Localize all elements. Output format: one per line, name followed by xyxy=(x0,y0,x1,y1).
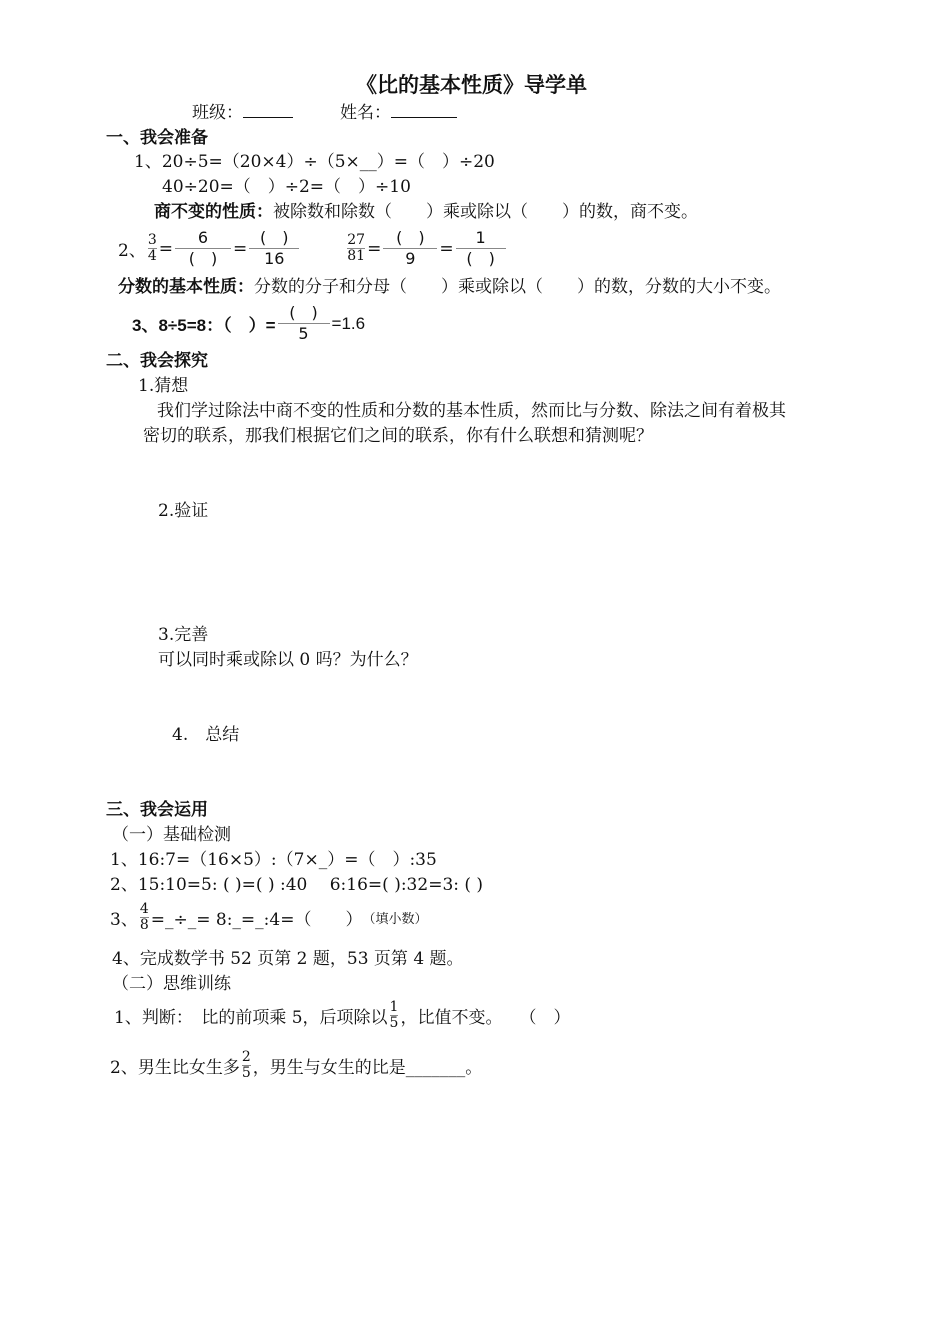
fraction-numerator-blank[interactable]: ( ) xyxy=(289,303,318,322)
section-1-heading: 一、我会准备 xyxy=(106,128,208,148)
fraction-numerator: 1 xyxy=(389,999,399,1015)
t2-text: 2、男生比女生多 xyxy=(110,1058,240,1078)
q3-text: =_÷_= 8:_=_:4=（ ） xyxy=(150,910,363,930)
equals-sign: = xyxy=(367,238,382,259)
name-blank[interactable] xyxy=(391,117,457,118)
quotient-rule xyxy=(154,201,698,223)
fraction-numerator: 1 xyxy=(475,228,486,247)
basic-question-4: 4、完成数学书 52 页第 2 题，53 页第 4 题。 xyxy=(112,949,464,969)
fraction-4-8 xyxy=(140,902,149,933)
s1-question-1a: 1、20÷5=（20×4）÷（5×__）=（ ）÷20 xyxy=(134,152,495,172)
t1-text: 1、判断： 比的前项乘 5，后项除以 xyxy=(114,1008,388,1028)
fraction-1-5 xyxy=(390,1000,399,1031)
fraction-denominator: 5 xyxy=(389,1015,399,1031)
name-field xyxy=(340,102,457,124)
quotient-rule-label: 商不变的性质： xyxy=(154,202,273,222)
class-field xyxy=(192,102,293,124)
fraction-denominator: 9 xyxy=(405,249,416,268)
t2-end: ，男生与女生的比是_______。 xyxy=(252,1058,483,1078)
basic-test-title: （一）基础检测 xyxy=(112,825,231,845)
fraction-denominator: 8 xyxy=(139,917,149,933)
basic-question-1: 1、16:7=（16×5）:（7×_）=（ ）:35 xyxy=(110,850,437,870)
summary-title: 4. 总结 xyxy=(172,725,240,745)
q3-note: （填小数） xyxy=(362,912,428,927)
class-blank[interactable] xyxy=(243,117,293,118)
q2-prefix: 2、 xyxy=(118,241,146,261)
fraction-rule-label: 分数的基本性质： xyxy=(118,277,254,297)
class-label: 班级： xyxy=(192,103,243,123)
equals-sign: = xyxy=(233,238,248,259)
improve-text: 可以同时乘或除以 0 吗？为什么？ xyxy=(158,650,418,670)
fraction-denominator: 81 xyxy=(347,248,366,264)
fraction-blank-16 xyxy=(249,228,299,269)
fraction-denominator: 4 xyxy=(147,248,157,264)
basic-question-2: 2、15:10=5: ( )=( ) :40 6:16=( ):32=3: ( ) xyxy=(110,875,484,895)
basic-question-3 xyxy=(110,902,427,933)
s1-question-2 xyxy=(118,228,508,269)
fraction-2-5 xyxy=(242,1050,251,1081)
fraction-numerator: 4 xyxy=(139,901,149,917)
fraction-rule xyxy=(118,276,781,298)
fraction-numerator: 6 xyxy=(197,228,209,247)
fraction-denominator: 5 xyxy=(298,324,309,343)
equals-sign: = xyxy=(158,238,173,259)
fraction-numerator-blank[interactable]: ( ) xyxy=(260,228,289,247)
verify-title: 2.验证 xyxy=(158,501,209,521)
section-3-heading: 三、我会运用 xyxy=(106,800,208,820)
fraction-denominator-blank[interactable]: ( ) xyxy=(466,249,495,268)
fraction-numerator: 27 xyxy=(347,232,366,248)
guess-text-line-1: 我们学过除法中商不变的性质和分数的基本性质，然而比与分数、除法之间有着极其 xyxy=(157,401,786,421)
fraction-denominator: 5 xyxy=(241,1065,251,1081)
fraction-3-4 xyxy=(148,233,157,264)
q3-suffix: =1.6 xyxy=(331,313,366,333)
name-label: 姓名： xyxy=(340,103,391,123)
fraction-blank-5 xyxy=(278,303,330,344)
section-2-heading: 二、我会探究 xyxy=(106,351,208,371)
fraction-rule-text: 分数的分子和分母（ ）乘或除以（ ）的数，分数的大小不变。 xyxy=(254,277,781,297)
improve-title: 3.完善 xyxy=(158,625,209,645)
fraction-blank-9 xyxy=(383,228,437,269)
fraction-denominator: 16 xyxy=(264,249,285,268)
thinking-question-2 xyxy=(110,1050,482,1081)
equals-sign: = xyxy=(439,238,454,259)
guess-text-line-2: 密切的联系，那我们根据它们之间的联系，你有什么联想和猜测呢？ xyxy=(143,426,653,446)
thinking-training-title: （二）思维训练 xyxy=(112,974,231,994)
t1-end: ，比值不变。 （ ） xyxy=(400,1008,571,1028)
fraction-denominator-blank[interactable]: ( ) xyxy=(188,249,218,268)
fraction-6-blank xyxy=(175,228,231,269)
guess-title: 1.猜想 xyxy=(138,376,189,396)
s1-question-3 xyxy=(132,303,365,344)
fraction-27-81 xyxy=(347,233,365,264)
q3-prefix: 3、 xyxy=(110,910,138,930)
fraction-numerator: 2 xyxy=(241,1049,251,1065)
fraction-numerator-blank[interactable]: ( ) xyxy=(396,228,425,247)
thinking-question-1 xyxy=(114,1000,570,1031)
q3-prefix: 3、8÷5=8：（ ）= xyxy=(132,316,276,335)
fraction-1-blank xyxy=(456,228,506,269)
fraction-numerator: 3 xyxy=(147,232,157,248)
quotient-rule-text: 被除数和除数（ ）乘或除以（ ）的数，商不变。 xyxy=(273,202,698,222)
s1-question-1b: 40÷20=（ ）÷2=（ ）÷10 xyxy=(162,177,411,197)
page-title: 《比的基本性质》导学单 xyxy=(356,72,587,97)
